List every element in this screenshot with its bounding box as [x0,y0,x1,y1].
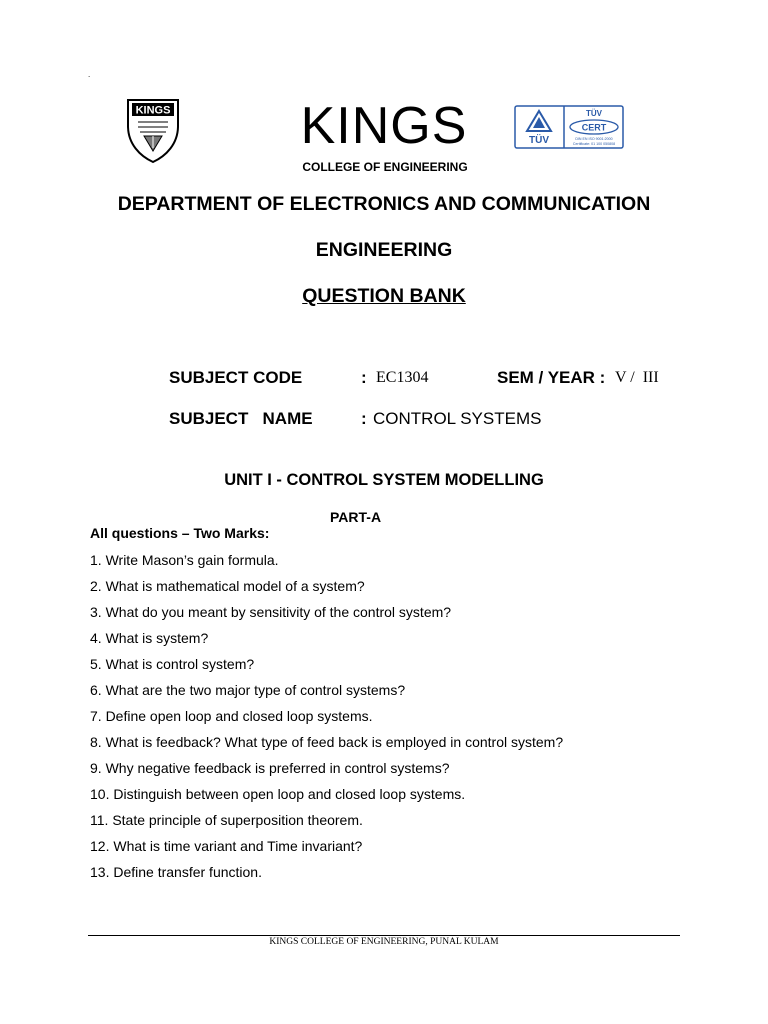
question-item: 2. What is mathematical model of a system? [90,578,365,594]
question-item: 7. Define open loop and closed loop systems. [90,708,373,724]
semester-label: SEM / YEAR : [497,368,606,387]
college-subtitle: COLLEGE OF ENGINEERING [302,160,468,174]
subject-name-label: SUBJECT NAME [169,409,313,428]
question-item: 13. Define transfer function. [90,864,262,880]
cert-line-2: Certificate: 01 100 050808 [572,142,616,146]
question-item: 11. State principle of superposition theorem. [90,812,363,828]
question-item: 3. What do you meant by sensitivity of the control system? [90,604,452,620]
cert-line-1: DIN EN ISO 9001:2000 [575,137,613,141]
unit-heading: UNIT I - CONTROL SYSTEM MODELLING [224,471,544,489]
question-item: 10. Distinguish between open loop and closed loop systems. [90,786,466,802]
question-item: 6. What are the two major type of control systems? [90,682,406,698]
college-name: KINGS [300,97,468,155]
question-list [90,547,563,885]
college-branding [0,94,768,174]
question-item: 4. What is system? [90,630,209,646]
stray-mark: . [88,70,91,79]
question-item: 5. What is control system? [90,656,255,672]
subject-code-value: EC1304 [376,369,429,386]
page-footer: KINGS COLLEGE OF ENGINEERING, PUNAL KULAM [269,937,499,947]
question-item: 9. Why negative feedback is preferred in control systems? [90,760,450,776]
part-heading: PART-A [330,509,382,525]
document-title: QUESTION BANK [302,285,466,307]
cert-left-text: TÜV [529,135,549,146]
footer-divider [88,935,680,936]
department-heading-line2: ENGINEERING [315,239,453,261]
instructions: All questions – Two Marks: [90,525,270,541]
subject-name-colon: : [361,409,367,428]
cert-right-top: TÜV [586,109,602,118]
subject-code-label: SUBJECT CODE [169,368,303,387]
question-item: 12. What is time variant and Time invariant? [90,838,363,854]
question-item: 8. What is feedback? What type of feed back is employed in control system? [90,734,564,750]
cert-badge-text: CERT [581,122,607,133]
subject-code-colon: : [361,368,367,387]
question-item: 1. Write Mason’s gain formula. [90,552,279,568]
subject-name-value: CONTROL SYSTEMS [373,409,542,428]
semester-value: V / III [615,369,659,386]
tuv-certification-logo [514,105,624,149]
crest-text: KINGS [135,104,171,117]
department-heading: DEPARTMENT OF ELECTRONICS AND COMMUNICATION [117,193,651,215]
